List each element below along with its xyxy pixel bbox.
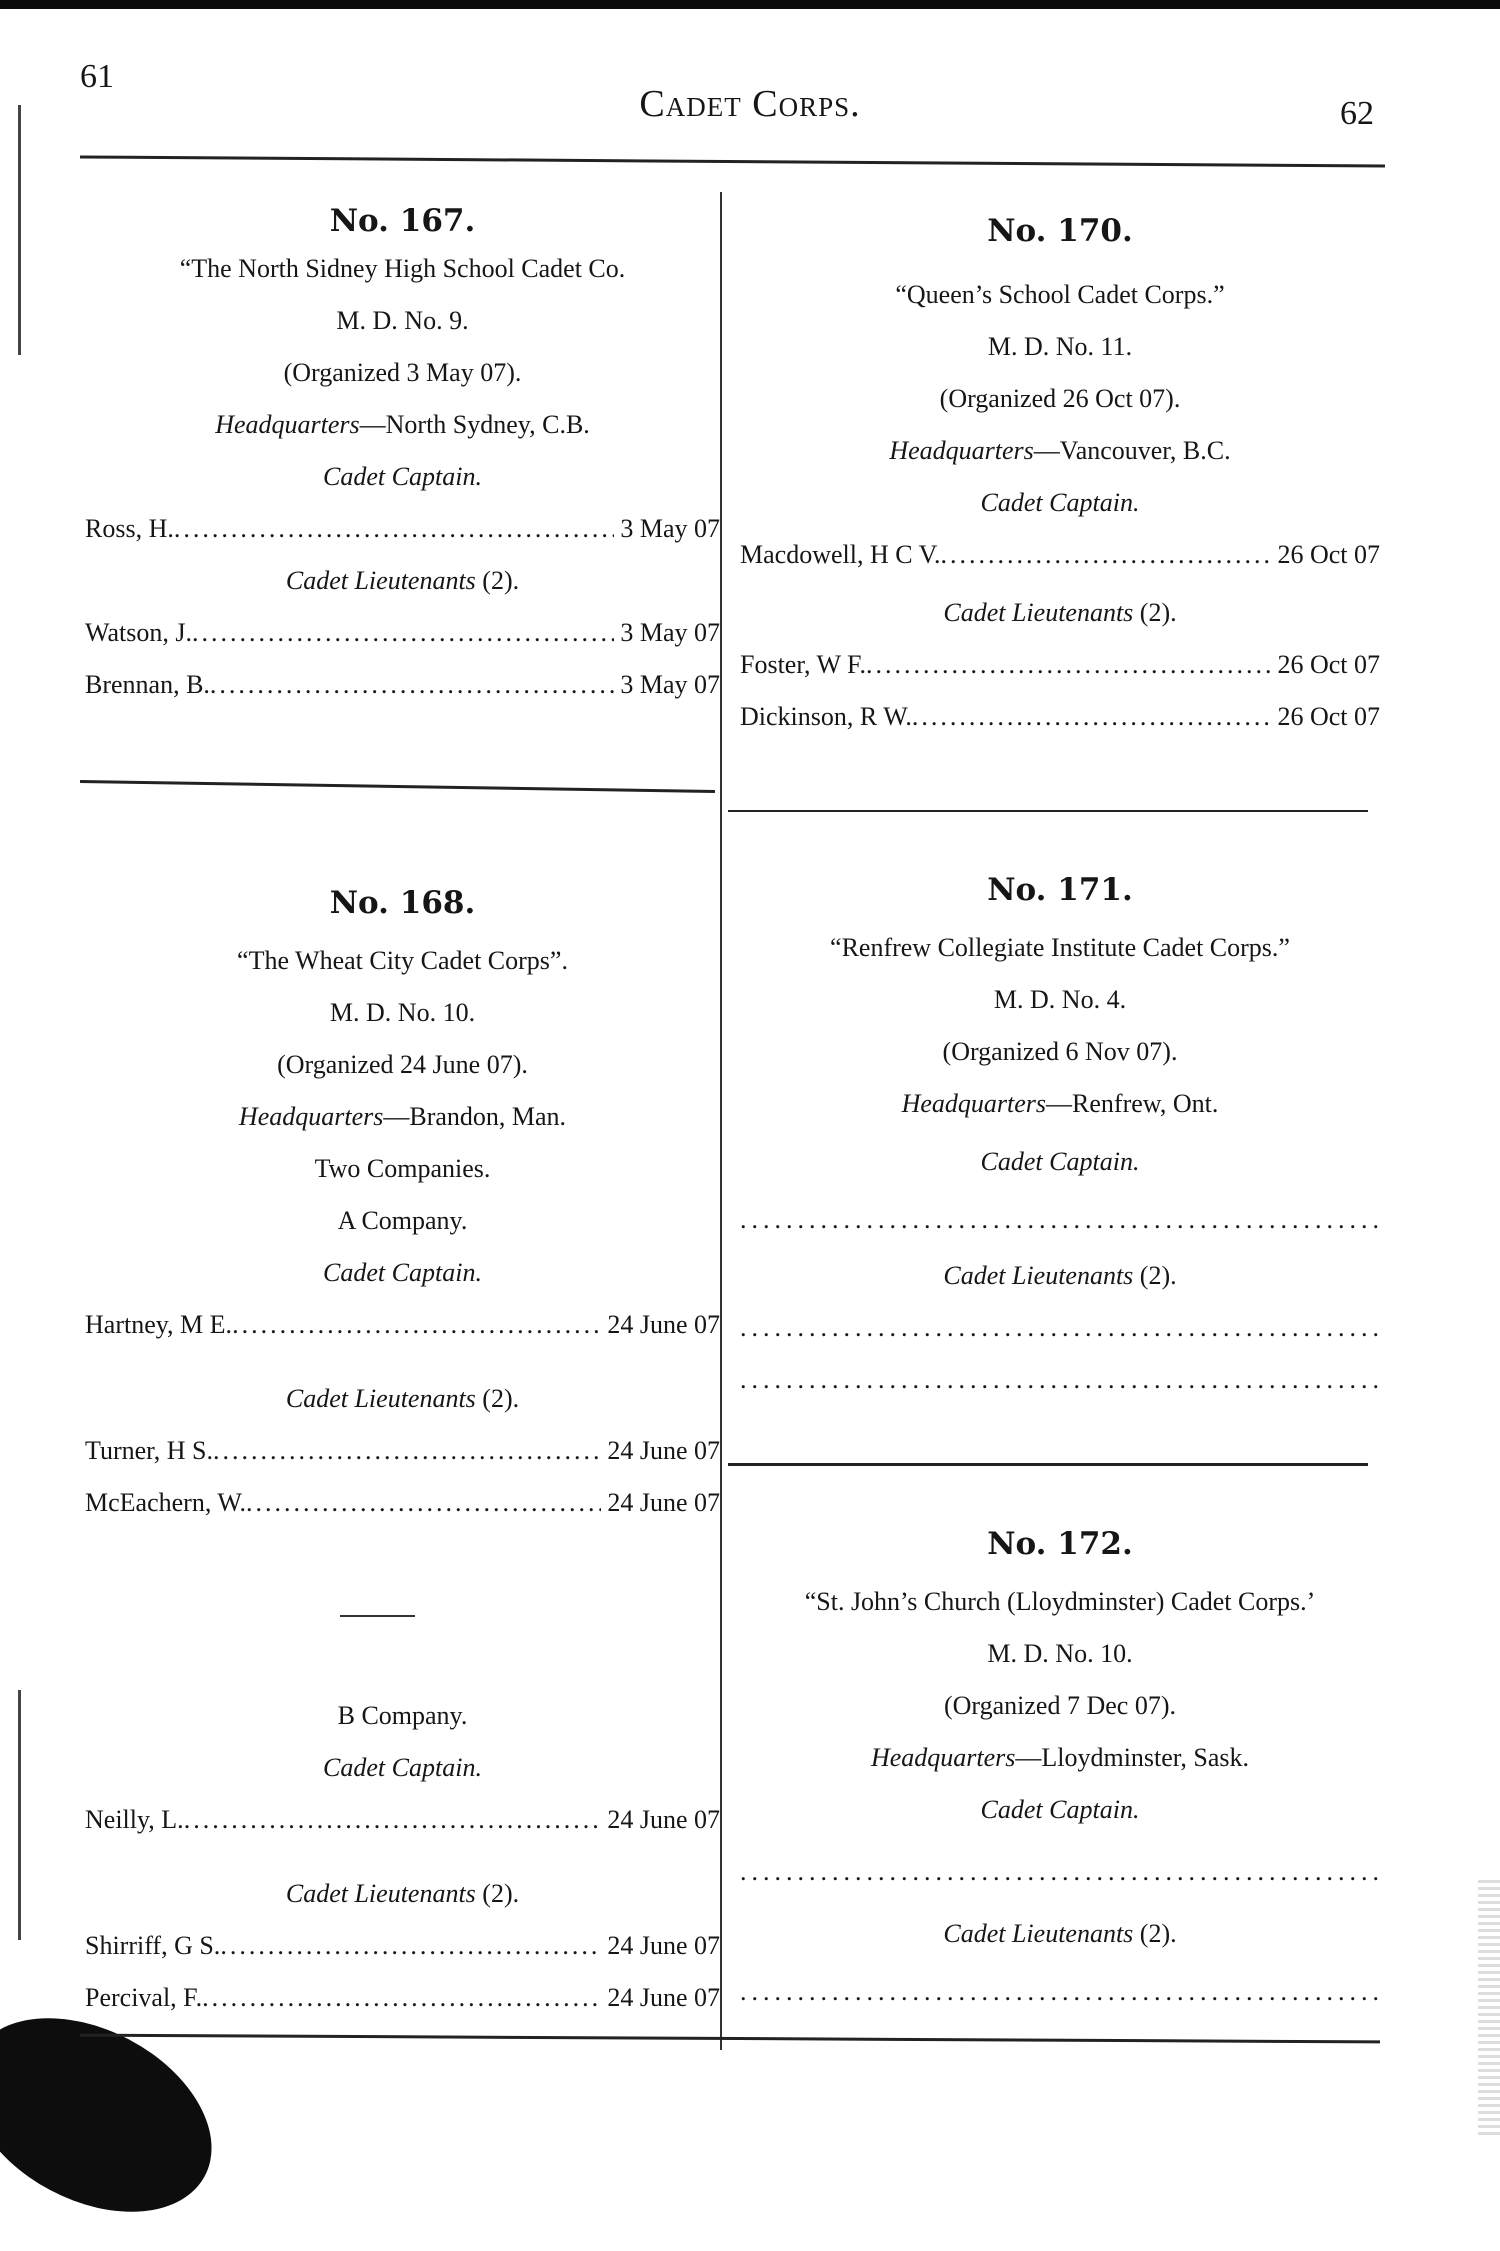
officer-row	[85, 503, 720, 555]
officer-row	[85, 1477, 720, 1529]
headquarters-value: —North Sydney, C.B.	[359, 410, 590, 439]
officer-row	[85, 659, 720, 711]
footer-rule	[80, 2034, 1380, 2044]
officer-row	[740, 639, 1380, 691]
lieutenants-heading	[740, 1908, 1380, 1960]
officer-date: 26 Oct 07	[1277, 650, 1380, 679]
leader-dots	[213, 1425, 601, 1477]
right-page-number: 62	[1340, 95, 1374, 132]
organized-date: (Organized 24 June 07).	[277, 1050, 528, 1079]
column-divider	[720, 192, 722, 2050]
corps-name: “Queen’s School Cadet Corps.”	[895, 280, 1225, 309]
officer-name: Turner, H S.	[85, 1436, 214, 1465]
leader-dots	[174, 503, 614, 555]
military-district: M. D. No. 9.	[336, 306, 469, 335]
lieutenants-count: (2).	[1133, 1261, 1177, 1290]
leader-dots	[941, 529, 1272, 581]
organized-date: (Organized 7 Dec 07).	[944, 1691, 1176, 1720]
officer-row	[85, 1299, 720, 1351]
headquarters	[740, 1732, 1380, 1784]
lieutenants-count: (2).	[1133, 1919, 1177, 1948]
lieutenants-heading	[740, 1250, 1380, 1302]
headquarters-value: —Renfrew, Ont.	[1046, 1089, 1219, 1118]
left-page-number: 61	[80, 58, 114, 95]
officer-name: Watson, J.	[85, 618, 192, 647]
officer-name: Macdowell, H C V.	[740, 540, 941, 569]
leader-dots	[866, 639, 1272, 691]
corps-name: “The North Sidney High School Cadet Co.	[179, 254, 626, 283]
headquarters-label: Headquarters	[870, 1743, 1016, 1772]
headquarters-label: Headquarters	[901, 1089, 1047, 1118]
headquarters-label: Headquarters	[238, 1102, 384, 1131]
officer-date: 26 Oct 07	[1277, 702, 1380, 731]
entry-168-company-b	[85, 1690, 720, 2024]
entry-separator	[728, 810, 1368, 812]
lieutenants-label: Cadet Lieutenants	[943, 1919, 1134, 1948]
leader-dots	[210, 659, 614, 711]
officer-row	[85, 607, 720, 659]
lieutenants-label: Cadet Lieutenants	[285, 566, 476, 595]
company-separator	[340, 1615, 415, 1617]
military-district: M. D. No. 11.	[987, 332, 1133, 361]
officer-name: Percival, F.	[85, 1983, 203, 2012]
blank-officer-line	[740, 1354, 1380, 1406]
officer-date: 24 June 07	[607, 1983, 720, 2012]
officer-name: Foster, W F.	[740, 650, 866, 679]
binding-mark-bottom	[18, 1690, 21, 1940]
officer-name: McEachern, W.	[85, 1488, 247, 1517]
lieutenants-heading	[85, 1868, 720, 1920]
lieutenants-count: (2).	[1133, 598, 1177, 627]
captain-heading: Cadet Captain.	[323, 1258, 482, 1287]
headquarters-value: —Brandon, Man.	[383, 1102, 567, 1131]
lieutenants-heading	[85, 555, 720, 607]
leader-dots	[232, 1299, 601, 1351]
captain-heading: Cadet Captain.	[980, 1795, 1140, 1824]
headquarters-label: Headquarters	[889, 436, 1034, 465]
entry-number: No. 172.	[987, 1526, 1133, 1562]
headquarters	[85, 399, 720, 451]
lieutenants-count: (2).	[475, 566, 520, 595]
companies-note: Two Companies.	[314, 1154, 491, 1183]
officer-name: Neilly, L.	[85, 1805, 184, 1834]
entry-171	[740, 872, 1380, 1406]
officer-date: 24 June 07	[607, 1488, 720, 1517]
organized-date: (Organized 26 Oct 07).	[939, 384, 1181, 413]
leader-dots	[912, 691, 1272, 743]
scan-right-edge	[1478, 1880, 1500, 2135]
captain-heading: Cadet Captain.	[980, 1147, 1140, 1176]
officer-row	[740, 691, 1380, 743]
lieutenants-heading	[740, 587, 1380, 639]
officer-row	[85, 1920, 720, 1972]
blank-officer-line	[740, 1302, 1380, 1354]
captain-heading: Cadet Captain.	[323, 462, 482, 491]
military-district: M. D. No. 10.	[329, 998, 476, 1027]
officer-name: Hartney, M E.	[85, 1310, 233, 1339]
organized-date: (Organized 6 Nov 07).	[942, 1037, 1178, 1066]
headquarters-label: Headquarters	[215, 410, 360, 439]
officer-row	[85, 1972, 720, 2024]
corps-name: “St. John’s Church (Lloydminster) Cadet Corps.’	[804, 1587, 1316, 1616]
officer-date: 24 June 07	[607, 1310, 720, 1339]
entry-172	[740, 1526, 1380, 2018]
headquarters	[85, 1091, 720, 1143]
binding-mark-top	[18, 105, 21, 355]
headquarters	[740, 425, 1380, 477]
officer-name: Shirriff, G S.	[85, 1931, 221, 1960]
lieutenants-label: Cadet Lieutenants	[285, 1384, 476, 1413]
company-b-heading: B Company.	[337, 1701, 468, 1730]
entry-number: No. 168.	[329, 885, 476, 921]
captain-heading: Cadet Captain.	[980, 488, 1140, 517]
officer-name: Brennan, B.	[85, 670, 210, 699]
lieutenants-count: (2).	[475, 1384, 520, 1413]
officer-name: Dickinson, R W.	[740, 702, 912, 731]
leader-dots	[202, 1972, 601, 2024]
company-a-heading: A Company.	[337, 1206, 468, 1235]
headquarters	[740, 1078, 1380, 1130]
entry-separator	[728, 1463, 1368, 1466]
headquarters-value: —Lloydminster, Sask.	[1015, 1743, 1250, 1772]
corps-name: “The Wheat City Cadet Corps”.	[237, 946, 568, 975]
organized-date: (Organized 3 May 07).	[283, 358, 522, 387]
officer-date: 24 June 07	[607, 1436, 720, 1465]
officer-date: 3 May 07	[620, 670, 720, 699]
blank-officer-line	[740, 1194, 1380, 1246]
header-rule	[80, 155, 1385, 167]
officer-date: 3 May 07	[620, 514, 720, 543]
blank-officer-line	[740, 1846, 1380, 1898]
lieutenants-count: (2).	[475, 1879, 520, 1908]
entry-number: No. 170.	[987, 213, 1133, 249]
officer-row	[740, 529, 1380, 581]
lieutenants-heading	[85, 1373, 720, 1425]
entry-number: No. 167.	[329, 203, 476, 239]
military-district: M. D. No. 10.	[987, 1639, 1133, 1668]
leader-dots	[192, 607, 614, 659]
entry-168	[85, 885, 720, 1529]
corps-name: “Renfrew Collegiate Institute Cadet Corps.”	[830, 933, 1290, 962]
scan-top-border	[0, 0, 1500, 9]
officer-row	[85, 1794, 720, 1846]
entry-167	[85, 203, 720, 711]
lieutenants-label: Cadet Lieutenants	[943, 1261, 1134, 1290]
leader-dots	[220, 1920, 601, 1972]
officer-row	[85, 1425, 720, 1477]
entry-170	[740, 213, 1380, 743]
entry-separator	[80, 780, 715, 793]
captain-heading: Cadet Captain.	[323, 1753, 482, 1782]
leader-dots	[184, 1794, 602, 1846]
officer-date: 24 June 07	[607, 1931, 720, 1960]
officer-date: 3 May 07	[620, 618, 720, 647]
leader-dots	[246, 1477, 601, 1529]
military-district: M. D. No. 4.	[993, 985, 1127, 1014]
lieutenants-label: Cadet Lieutenants	[285, 1879, 476, 1908]
running-title: Cadet Corps.	[639, 83, 861, 125]
officer-name: Ross, H.	[85, 514, 174, 543]
lieutenants-label: Cadet Lieutenants	[943, 598, 1134, 627]
headquarters-value: —Vancouver, B.C.	[1033, 436, 1231, 465]
entry-number: No. 171.	[987, 872, 1133, 908]
officer-date: 24 June 07	[607, 1805, 720, 1834]
officer-date: 26 Oct 07	[1277, 540, 1380, 569]
blank-officer-line	[740, 1966, 1380, 2018]
